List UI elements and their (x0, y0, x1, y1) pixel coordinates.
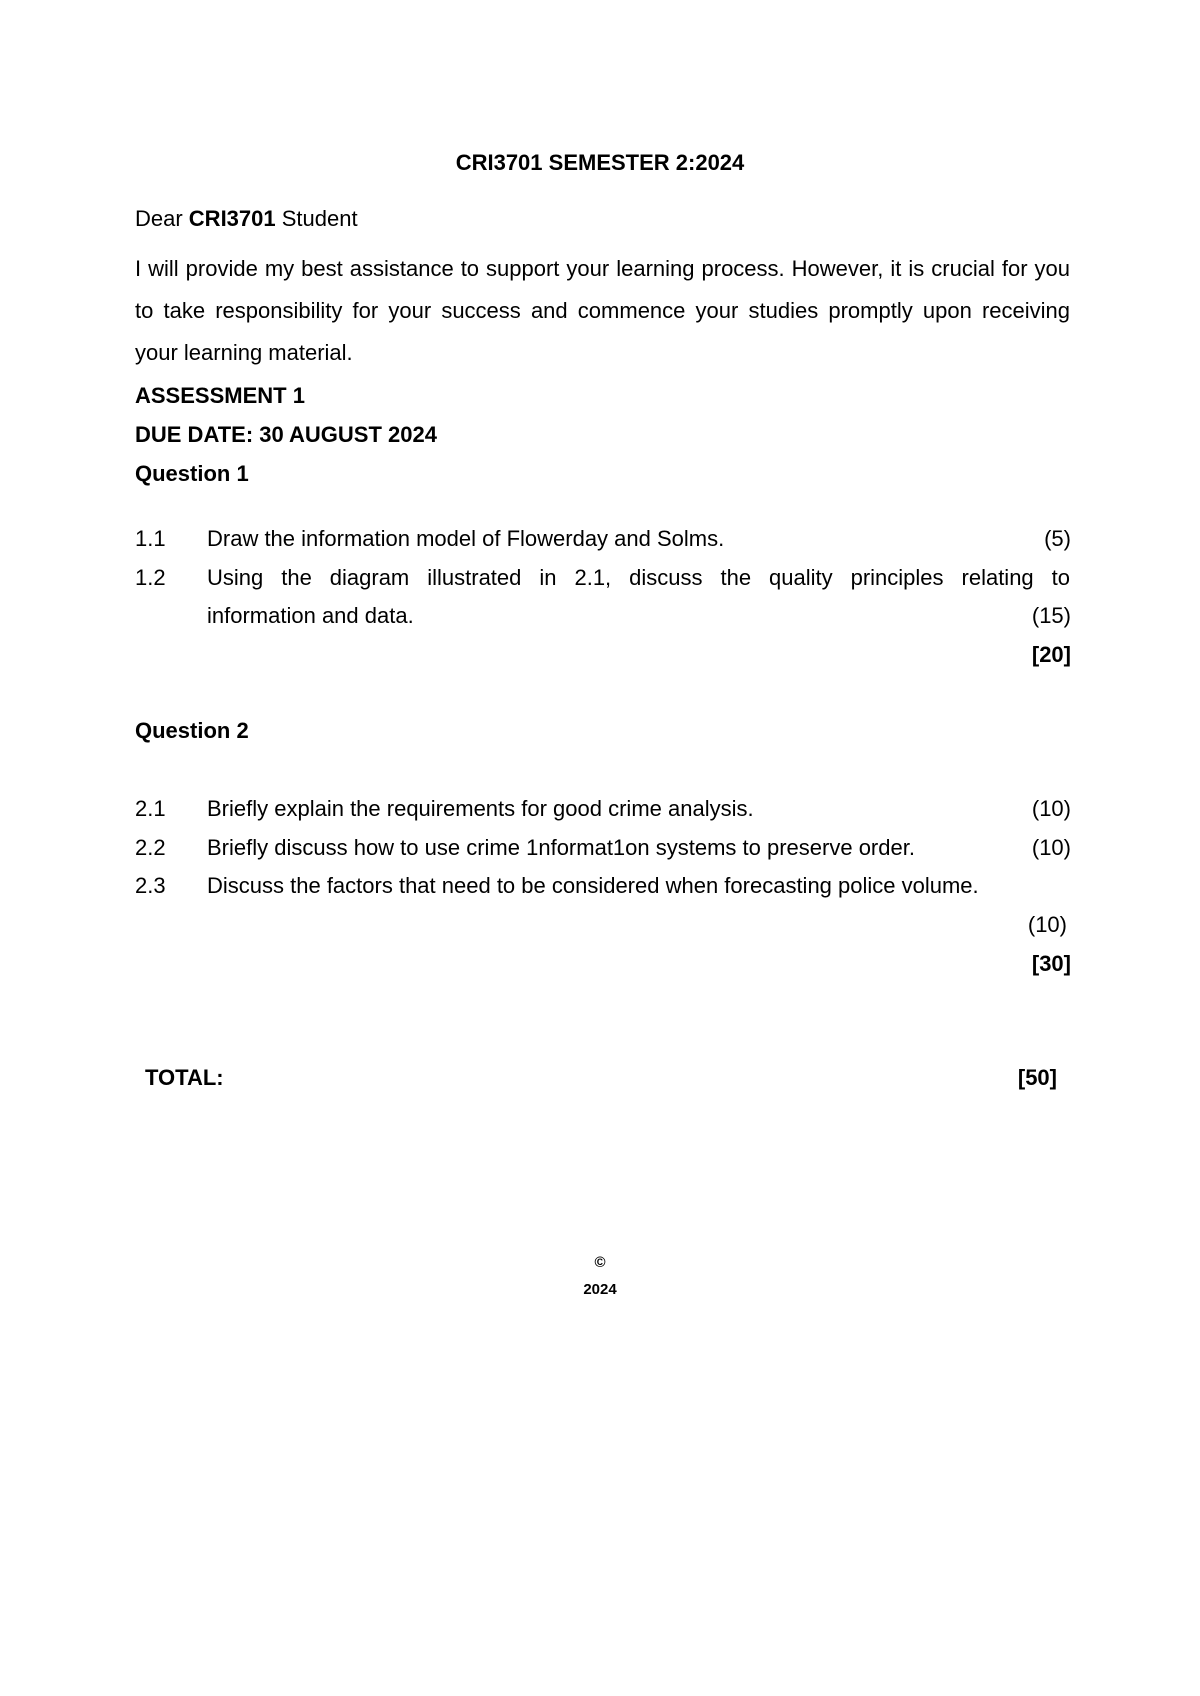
question-text: Draw the information model of Flowerday and Solms. (207, 526, 725, 551)
question-1-total: [20] (1031, 642, 1071, 667)
question-number: 1.2 (135, 565, 166, 590)
question-text: Briefly explain the requirements for good crime analysis. (207, 796, 754, 821)
salutation-prefix: Dear (135, 206, 189, 231)
due-date: DUE DATE: 30 AUGUST 2024 (135, 422, 437, 447)
question-text: Discuss the factors that need to be considered when forecasting police volume. (207, 873, 979, 898)
page-title: CRI3701 SEMESTER 2:2024 (455, 150, 745, 175)
intro-paragraph: I will provide my best assistance to support your learning process. However, it is crucial for you to take responsibility for your success and commence your studies promptly upon receiving your learning material. (135, 256, 1070, 365)
question-1-heading: Question 1 (135, 461, 249, 486)
salutation-code: CRI3701 (188, 206, 276, 231)
salutation (135, 206, 358, 232)
total-value: [50] (1017, 1065, 1057, 1090)
copyright-symbol: © (594, 1254, 606, 1271)
question-text: Using the diagram illustrated in 2.1, discuss the quality principles relating to (207, 565, 1070, 590)
footer-year: 2024 (583, 1281, 617, 1298)
question-2-heading: Question 2 (135, 718, 249, 743)
question-text-continued: information and data. (207, 603, 414, 628)
salutation-suffix: Student (275, 206, 358, 231)
assessment-heading: ASSESSMENT 1 (135, 383, 305, 408)
question-marks: (10) (1027, 912, 1067, 937)
question-marks: (5) (1044, 526, 1071, 551)
question-number: 2.2 (135, 835, 166, 860)
question-number: 2.1 (135, 796, 166, 821)
question-marks: (10) (1031, 796, 1071, 821)
question-number: 2.3 (135, 873, 166, 898)
question-marks: (15) (1031, 603, 1071, 628)
question-2-total: [30] (1031, 951, 1071, 976)
total-label: TOTAL: (145, 1065, 224, 1090)
question-number: 1.1 (135, 526, 166, 551)
question-marks: (10) (1031, 835, 1071, 860)
question-text: Briefly discuss how to use crime 1nformat1on systems to preserve order. (207, 835, 915, 860)
